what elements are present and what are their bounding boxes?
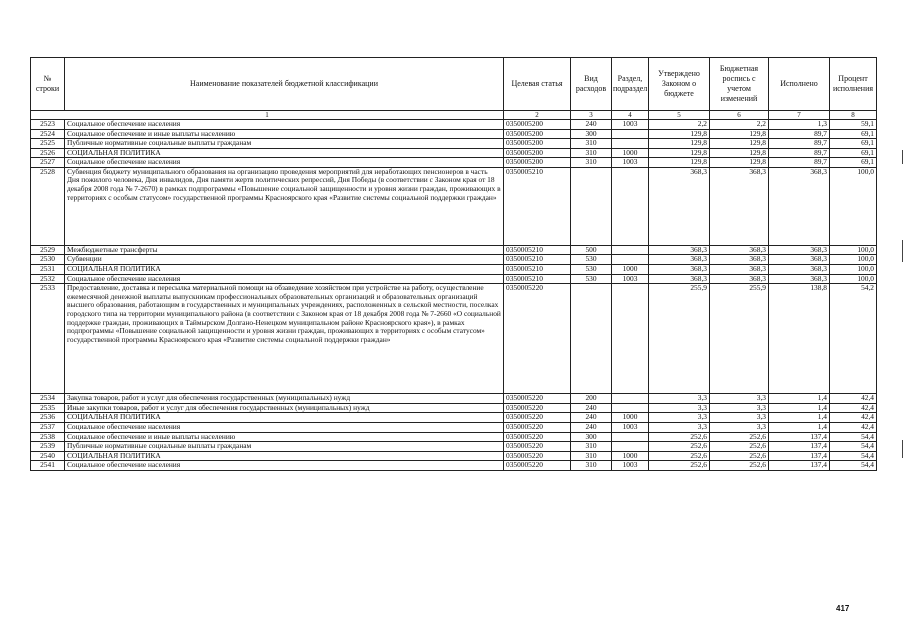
row-number: 2527 — [31, 158, 65, 168]
row-name: Социальное обеспечение населения — [65, 120, 504, 130]
header-name: Наименование показателей бюджетной классификации — [65, 58, 504, 111]
row-approved: 368,3 — [649, 265, 710, 275]
table-row — [31, 167, 877, 245]
row-percent: 100,0 — [830, 167, 877, 245]
row-target-article: 0350005220 — [504, 442, 571, 452]
row-expense-type: 310 — [571, 451, 612, 461]
column-number: 2 — [504, 111, 571, 120]
row-percent: 42,4 — [830, 413, 877, 423]
row-target-article: 0350005220 — [504, 413, 571, 423]
scan-edge-mark — [902, 150, 903, 164]
column-number: 6 — [710, 111, 769, 120]
row-budget-list: 2,2 — [710, 120, 769, 130]
row-percent: 59,1 — [830, 120, 877, 130]
row-executed: 368,3 — [769, 167, 830, 245]
row-section: 1003 — [612, 461, 649, 471]
table-row — [31, 284, 877, 394]
row-target-article: 0350005200 — [504, 129, 571, 139]
row-executed: 89,7 — [769, 158, 830, 168]
row-section — [612, 394, 649, 404]
row-expense-type: 530 — [571, 265, 612, 275]
row-expense-type: 240 — [571, 403, 612, 413]
row-executed: 137,4 — [769, 442, 830, 452]
row-budget-list: 129,8 — [710, 139, 769, 149]
row-section: 1003 — [612, 120, 649, 130]
header-execution: Исполнено — [769, 58, 830, 111]
column-number: 8 — [830, 111, 877, 120]
row-section: 1003 — [612, 158, 649, 168]
table-row — [31, 422, 877, 432]
row-name: Субвенции — [65, 255, 504, 265]
row-number: 2530 — [31, 255, 65, 265]
row-section: 1000 — [612, 148, 649, 158]
row-target-article: 0350005220 — [504, 461, 571, 471]
row-expense-type: 200 — [571, 394, 612, 404]
row-section: 1000 — [612, 413, 649, 423]
row-approved: 3,3 — [649, 403, 710, 413]
scan-edge-mark — [902, 240, 903, 262]
row-budget-list: 368,3 — [710, 255, 769, 265]
row-target-article: 0350005220 — [504, 394, 571, 404]
row-budget-list: 252,6 — [710, 451, 769, 461]
page-number: 417 — [836, 604, 850, 613]
header-section: Раздел, подраздел — [612, 58, 649, 111]
row-name: Межбюджетные трансферты — [65, 245, 504, 255]
row-target-article: 0350005200 — [504, 120, 571, 130]
row-section — [612, 167, 649, 245]
row-approved: 3,3 — [649, 422, 710, 432]
row-target-article: 0350005220 — [504, 432, 571, 442]
row-name: Социальное обеспечение населения — [65, 158, 504, 168]
row-number: 2541 — [31, 461, 65, 471]
row-approved: 252,6 — [649, 461, 710, 471]
row-expense-type: 530 — [571, 255, 612, 265]
row-percent: 42,4 — [830, 422, 877, 432]
header-row — [31, 58, 877, 111]
table-body — [31, 120, 877, 471]
row-expense-type: 310 — [571, 158, 612, 168]
row-number: 2539 — [31, 442, 65, 452]
row-expense-type: 310 — [571, 139, 612, 149]
row-approved: 368,3 — [649, 245, 710, 255]
row-number: 2532 — [31, 274, 65, 284]
row-budget-list: 252,6 — [710, 442, 769, 452]
column-number: 5 — [649, 111, 710, 120]
row-approved: 252,6 — [649, 432, 710, 442]
budget-classification-table — [30, 57, 877, 471]
row-executed: 138,8 — [769, 284, 830, 394]
row-section — [612, 245, 649, 255]
row-approved: 129,8 — [649, 148, 710, 158]
row-number: 2538 — [31, 432, 65, 442]
header-row-no: № строки — [31, 58, 65, 111]
table-row — [31, 265, 877, 275]
header-budget-list: Бюджетная роспись с учетом изменений — [710, 58, 769, 111]
column-number: 4 — [612, 111, 649, 120]
row-name: Публичные нормативные социальные выплаты гражданам — [65, 139, 504, 149]
row-approved: 129,8 — [649, 129, 710, 139]
row-percent: 69,1 — [830, 148, 877, 158]
table-row — [31, 442, 877, 452]
row-executed: 368,3 — [769, 265, 830, 275]
row-percent: 100,0 — [830, 245, 877, 255]
row-number: 2535 — [31, 403, 65, 413]
header-approved: Утверждено Законом о бюджете — [649, 58, 710, 111]
row-percent: 42,4 — [830, 403, 877, 413]
header-target-article: Целевая статья — [504, 58, 571, 111]
column-number: 1 — [31, 111, 504, 120]
table-row — [31, 158, 877, 168]
header-expense-type: Вид расходов — [571, 58, 612, 111]
column-number: 7 — [769, 111, 830, 120]
row-percent: 54,4 — [830, 442, 877, 452]
row-budget-list: 368,3 — [710, 265, 769, 275]
row-expense-type: 240 — [571, 120, 612, 130]
row-target-article: 0350005200 — [504, 158, 571, 168]
row-expense-type: 240 — [571, 422, 612, 432]
row-approved: 368,3 — [649, 255, 710, 265]
row-budget-list: 129,8 — [710, 158, 769, 168]
row-percent: 54,4 — [830, 432, 877, 442]
column-number: 3 — [571, 111, 612, 120]
row-executed: 1,4 — [769, 394, 830, 404]
row-approved: 2,2 — [649, 120, 710, 130]
row-expense-type — [571, 167, 612, 245]
row-budget-list: 3,3 — [710, 403, 769, 413]
row-target-article: 0350005220 — [504, 451, 571, 461]
row-number: 2524 — [31, 129, 65, 139]
row-approved: 252,6 — [649, 451, 710, 461]
row-approved: 3,3 — [649, 413, 710, 423]
row-target-article: 0350005210 — [504, 274, 571, 284]
row-name: СОЦИАЛЬНАЯ ПОЛИТИКА — [65, 265, 504, 275]
row-budget-list: 252,6 — [710, 432, 769, 442]
row-target-article: 0350005210 — [504, 245, 571, 255]
scan-edge-mark — [902, 440, 903, 458]
row-target-article: 0350005220 — [504, 284, 571, 394]
row-expense-type: 310 — [571, 461, 612, 471]
row-percent: 42,4 — [830, 394, 877, 404]
row-expense-type: 500 — [571, 245, 612, 255]
row-expense-type: 300 — [571, 432, 612, 442]
row-percent: 69,1 — [830, 129, 877, 139]
row-percent: 69,1 — [830, 158, 877, 168]
row-name: Социальное обеспечение и иные выплаты населению — [65, 129, 504, 139]
row-approved: 129,8 — [649, 158, 710, 168]
header-percent: Процент исполнения — [830, 58, 877, 111]
row-budget-list: 368,3 — [710, 167, 769, 245]
row-executed: 1,4 — [769, 422, 830, 432]
row-number: 2533 — [31, 284, 65, 394]
row-budget-list: 129,8 — [710, 148, 769, 158]
row-target-article: 0350005210 — [504, 265, 571, 275]
row-executed: 368,3 — [769, 255, 830, 265]
row-number: 2523 — [31, 120, 65, 130]
row-target-article: 0350005220 — [504, 403, 571, 413]
row-section: 1003 — [612, 422, 649, 432]
row-name: Предоставление, доставка и пересылка материальной помощи на обзаведение хозяйством при устройстве на работу, осуществление ежемесячной денежной выплаты выпускникам профессиональных образовательных организаций и образовательных организаций высшего образования, работающим в государственных и муниципальных учреждениях, расположенных в сельской местности, поселках городского типа на территории муниципального района (в соответствии с Законом края от 18 декабря 2008 года № 7-2660 «О социальной поддержке граждан, проживающих в Таймырском Долгано-Ненецком муниципальном районе Красноярского края»), в рамках подпрограммы «Повышение социальной защищенности и уровня жизни граждан, проживающих в территориях с особым статусом» государственной программы Красноярского края «Развитие системы социальной поддержки граждан» — [65, 284, 504, 394]
row-budget-list: 252,6 — [710, 461, 769, 471]
row-number: 2528 — [31, 167, 65, 245]
row-target-article: 0350005200 — [504, 148, 571, 158]
row-name: Иные закупки товаров, работ и услуг для обеспечения государственных (муниципальных) нужд — [65, 403, 504, 413]
row-number: 2536 — [31, 413, 65, 423]
row-target-article: 0350005210 — [504, 167, 571, 245]
row-expense-type: 310 — [571, 442, 612, 452]
row-section — [612, 129, 649, 139]
row-expense-type: 300 — [571, 129, 612, 139]
row-budget-list: 129,8 — [710, 129, 769, 139]
row-executed: 89,7 — [769, 148, 830, 158]
row-approved: 368,3 — [649, 274, 710, 284]
row-target-article: 0350005220 — [504, 422, 571, 432]
row-target-article: 0350005200 — [504, 139, 571, 149]
row-expense-type: 310 — [571, 148, 612, 158]
row-budget-list: 368,3 — [710, 274, 769, 284]
row-name: Социальное обеспечение населения — [65, 422, 504, 432]
row-number: 2540 — [31, 451, 65, 461]
row-percent: 54,2 — [830, 284, 877, 394]
row-name: Социальное обеспечение и иные выплаты населению — [65, 432, 504, 442]
row-executed: 368,3 — [769, 274, 830, 284]
row-section: 1000 — [612, 265, 649, 275]
table-row — [31, 461, 877, 471]
row-approved: 3,3 — [649, 394, 710, 404]
row-number: 2537 — [31, 422, 65, 432]
row-approved: 252,6 — [649, 442, 710, 452]
row-name: Социальное обеспечение населения — [65, 461, 504, 471]
row-section — [612, 284, 649, 394]
row-name: Социальное обеспечение населения — [65, 274, 504, 284]
row-number: 2526 — [31, 148, 65, 158]
row-number: 2525 — [31, 139, 65, 149]
row-number: 2531 — [31, 265, 65, 275]
row-executed: 89,7 — [769, 139, 830, 149]
row-approved: 129,8 — [649, 139, 710, 149]
row-section — [612, 442, 649, 452]
row-expense-type: 240 — [571, 413, 612, 423]
row-budget-list: 3,3 — [710, 394, 769, 404]
row-percent: 69,1 — [830, 139, 877, 149]
row-budget-list: 3,3 — [710, 422, 769, 432]
row-expense-type: 530 — [571, 274, 612, 284]
row-target-article: 0350005210 — [504, 255, 571, 265]
row-executed: 1,4 — [769, 403, 830, 413]
row-name: Субвенция бюджету муниципального образования на организацию проведения мероприятий для неработающих пенсионеров в часть Дня пожилого человека, Дня инвалидов, Дня памяти жертв политических репрессий, Дня Победы (в соответствии с Законом края от 18 декабря 2008 года № 7-2670) в рамках подпрограммы «Повышение социальной защищенности и уровня жизни граждан, проживающих в территориях с особым статусом» государственной программы Красноярского края «Развитие системы социальной поддержки граждан» — [65, 167, 504, 245]
row-name: СОЦИАЛЬНАЯ ПОЛИТИКА — [65, 148, 504, 158]
row-section: 1000 — [612, 451, 649, 461]
row-percent: 100,0 — [830, 274, 877, 284]
row-percent: 100,0 — [830, 255, 877, 265]
row-number: 2529 — [31, 245, 65, 255]
row-budget-list: 3,3 — [710, 413, 769, 423]
row-executed: 137,4 — [769, 432, 830, 442]
row-percent: 100,0 — [830, 265, 877, 275]
row-approved: 368,3 — [649, 167, 710, 245]
table-row — [31, 413, 877, 423]
row-executed: 137,4 — [769, 461, 830, 471]
row-percent: 54,4 — [830, 461, 877, 471]
row-name: Закупка товаров, работ и услуг для обеспечения государственных (муниципальных) нужд — [65, 394, 504, 404]
row-budget-list: 368,3 — [710, 245, 769, 255]
row-expense-type — [571, 284, 612, 394]
row-executed: 89,7 — [769, 129, 830, 139]
row-name: СОЦИАЛЬНАЯ ПОЛИТИКА — [65, 451, 504, 461]
table-row — [31, 139, 877, 149]
row-executed: 137,4 — [769, 451, 830, 461]
row-executed: 1,3 — [769, 120, 830, 130]
row-number: 2534 — [31, 394, 65, 404]
row-budget-list: 255,9 — [710, 284, 769, 394]
row-section — [612, 432, 649, 442]
table-row — [31, 120, 877, 130]
row-percent: 54,4 — [830, 451, 877, 461]
row-approved: 255,9 — [649, 284, 710, 394]
row-section — [612, 139, 649, 149]
row-section: 1003 — [612, 274, 649, 284]
row-name: Публичные нормативные социальные выплаты гражданам — [65, 442, 504, 452]
table-row — [31, 394, 877, 404]
row-executed: 368,3 — [769, 245, 830, 255]
row-executed: 1,4 — [769, 413, 830, 423]
row-name: СОЦИАЛЬНАЯ ПОЛИТИКА — [65, 413, 504, 423]
